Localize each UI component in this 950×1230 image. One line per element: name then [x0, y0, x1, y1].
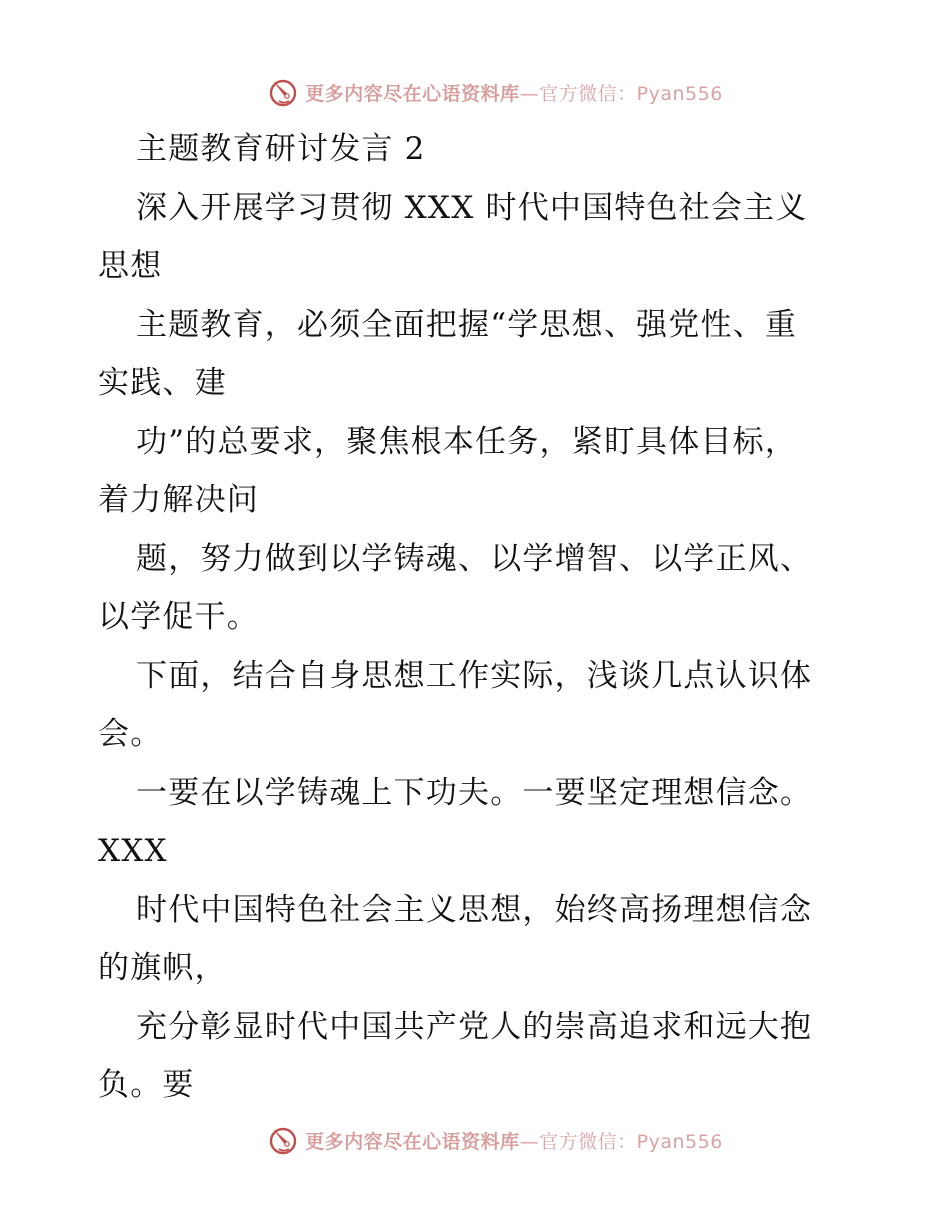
text-line: 时代中国特色社会主义思想，始终高扬理想信念 — [136, 891, 813, 928]
pen-nib-circle-logo-icon — [267, 1124, 299, 1156]
text-line: 实践、建 — [98, 365, 227, 401]
text-line: 一要在以学铸魂上下功夫。一要坚定理想信念。 — [136, 774, 813, 811]
text-line: 充分彰显时代中国共产党人的崇高追求和远大抱 — [136, 1008, 813, 1045]
banner-separator: — — [519, 82, 540, 105]
banner-inner — [267, 76, 723, 108]
text-line: 会。 — [98, 716, 163, 752]
footer-watermark-banner — [0, 1120, 950, 1160]
header-watermark-banner — [0, 72, 950, 112]
pen-nib-circle-logo-icon — [267, 76, 299, 108]
banner-inner — [267, 1124, 723, 1156]
banner-brand-text: 更多内容尽在心语资料库 — [305, 82, 520, 105]
banner-text — [305, 1127, 723, 1154]
text-line: 主题教育，必须全面把握“学思想、强党性、重 — [136, 306, 798, 343]
text-line: 功”的总要求，聚焦根本任务，紧盯具体目标， — [136, 423, 798, 460]
text-line: 题，努力做到以学铸魂、以学增智、以学正风、 — [136, 540, 813, 577]
text-line: 深入开展学习贯彻 XXX 时代中国特色社会主义 — [136, 189, 808, 226]
text-line: 主题教育研讨发言 2 — [136, 131, 426, 167]
banner-brand-text: 更多内容尽在心语资料库 — [305, 1130, 520, 1153]
text-line: 的旗帜， — [98, 950, 227, 986]
banner-separator: — — [519, 1130, 540, 1153]
banner-wechat-text: 官方微信：Pyan556 — [539, 82, 723, 105]
text-line: 着力解决问 — [98, 482, 259, 518]
banner-wechat-text: 官方微信：Pyan556 — [539, 1130, 723, 1153]
document-body — [98, 120, 858, 1115]
text-line: 以学促干。 — [98, 599, 259, 635]
text-line: 下面，结合自身思想工作实际，浅谈几点认识体 — [136, 657, 813, 694]
text-line: 负。要 — [98, 1067, 195, 1103]
text-line: 思想 — [98, 248, 163, 284]
banner-text — [305, 79, 723, 106]
text-line: XXX — [98, 833, 168, 869]
